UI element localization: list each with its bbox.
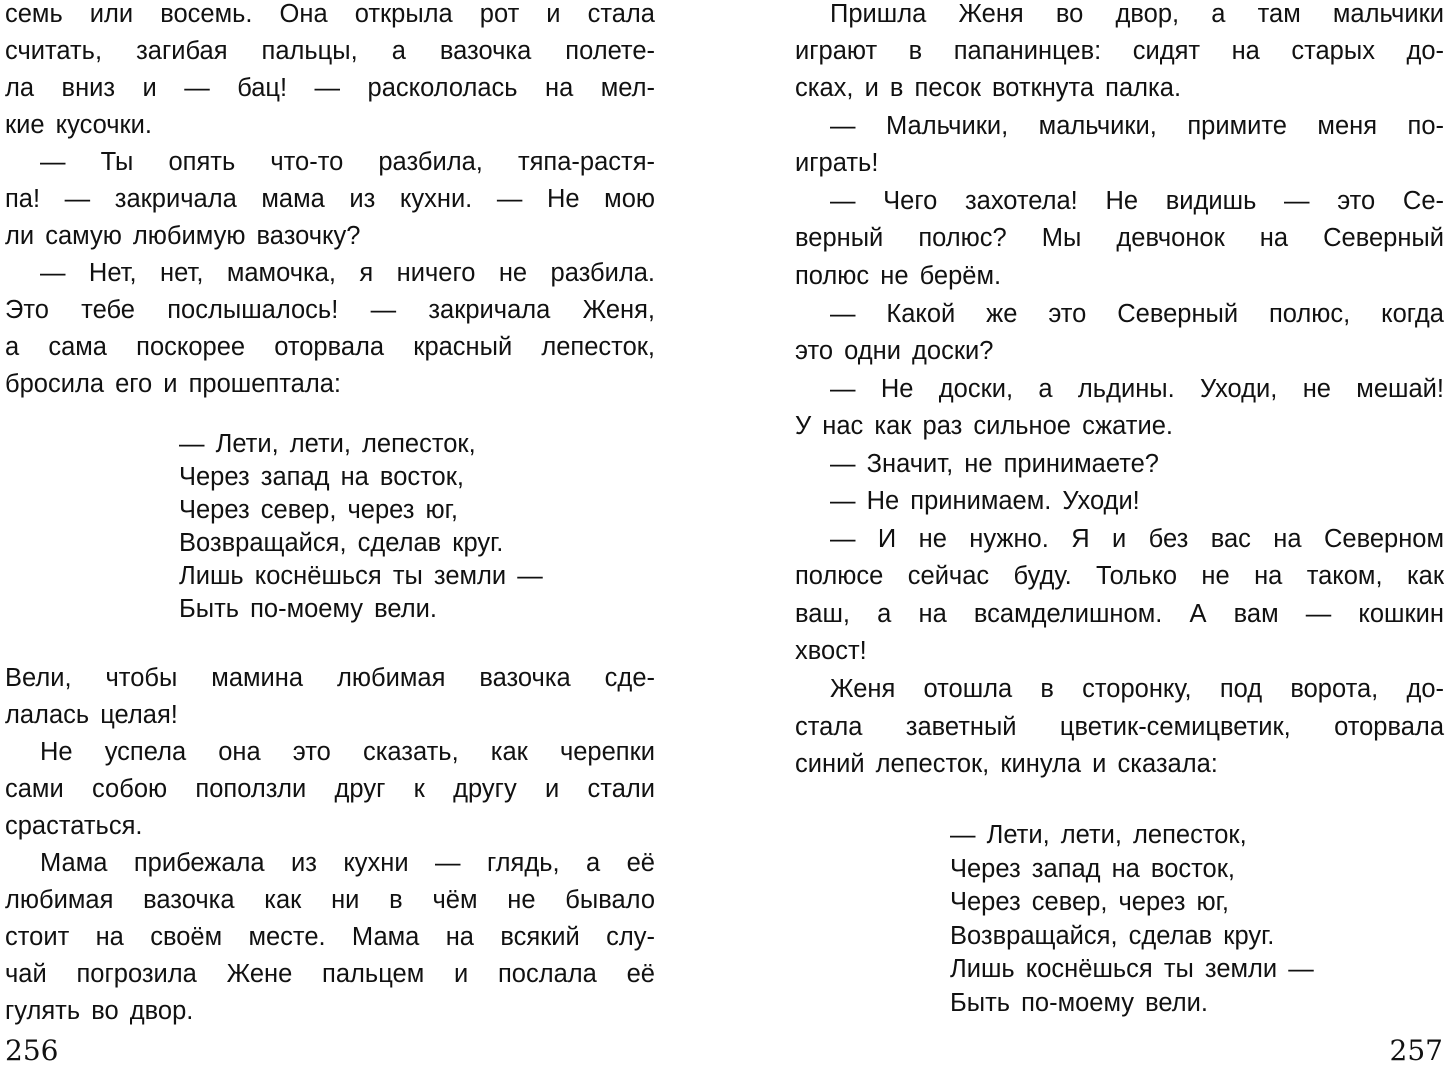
text-line: ла вниз и — бац! — раскололась на мел- bbox=[5, 74, 655, 102]
text-line: срастаться. bbox=[5, 812, 143, 840]
text-line: синий лепесток, кинула и сказала: bbox=[795, 750, 1218, 778]
text-line: играют в папанинцев: сидят на старых до- bbox=[795, 37, 1444, 65]
text-line: — Какой же это Северный полюс, когда bbox=[830, 300, 1444, 328]
verse-line: — Лети, лети, лепесток, bbox=[950, 821, 1247, 849]
text-line: стала заветный цветик-семицветик, оторвала bbox=[795, 713, 1444, 741]
left-page bbox=[5, 0, 655, 1068]
text-line: верный полюс? Мы девчонок на Северный bbox=[795, 224, 1444, 252]
verse-line: Быть по-моему вели. bbox=[179, 595, 437, 623]
text-line: бросила его и прошептала: bbox=[5, 370, 341, 398]
verse-line: Через запад на восток, bbox=[950, 855, 1235, 883]
text-line: — Чего захотела! Не видишь — это Се- bbox=[830, 187, 1444, 215]
text-line: — Нет, нет, мамочка, я ничего не разбила. bbox=[40, 259, 655, 287]
text-line: полюс не берём. bbox=[795, 262, 1002, 290]
text-line: играть! bbox=[795, 149, 879, 177]
text-line: Женя отошла в сторонку, под ворота, до- bbox=[830, 675, 1444, 703]
verse-line: Через запад на восток, bbox=[179, 463, 464, 491]
verse-line: Лишь коснёшься ты земли — bbox=[179, 562, 543, 590]
text-line: — Мальчики, мальчики, примите меня по- bbox=[830, 112, 1444, 140]
text-line: любимая вазочка как ни в чём не бывало bbox=[5, 886, 655, 914]
text-line: — И не нужно. Я и без вас на Северном bbox=[830, 525, 1444, 553]
page-number-left: 256 bbox=[5, 1034, 59, 1067]
text-line: — Значит, не принимаете? bbox=[830, 450, 1159, 478]
verse-line: Через север, через юг, bbox=[950, 888, 1229, 916]
text-line: ли самую любимую вазочку? bbox=[5, 222, 361, 250]
verse-line: — Лети, лети, лепесток, bbox=[179, 430, 476, 458]
text-line: считать, загибая пальцы, а вазочка полете- bbox=[5, 37, 655, 65]
verse-line: Лишь коснёшься ты земли — bbox=[950, 955, 1314, 983]
text-line: па! — закричала мама из кухни. — Не мою bbox=[5, 185, 655, 213]
verse-line: Быть по-моему вели. bbox=[950, 989, 1208, 1017]
text-line: гулять во двор. bbox=[5, 997, 194, 1025]
verse-line: Через север, через юг, bbox=[179, 496, 458, 524]
text-line: это одни доски? bbox=[795, 337, 994, 365]
text-line: лалась целая! bbox=[5, 701, 178, 729]
page-number-right: 257 bbox=[1389, 1034, 1443, 1067]
text-line: Мама прибежала из кухни — глядь, а её bbox=[40, 849, 655, 877]
text-line: Вели, чтобы мамина любимая вазочка сде- bbox=[5, 664, 655, 692]
text-line: Не успела она это сказать, как черепки bbox=[40, 738, 655, 766]
right-page bbox=[795, 0, 1444, 1068]
text-line: — Не доски, а льдины. Уходи, не мешай! bbox=[830, 375, 1444, 403]
text-line: Это тебе послышалось! — закричала Женя, bbox=[5, 296, 655, 324]
text-line: полюсе сейчас буду. Только не на таком, как bbox=[795, 562, 1444, 590]
text-line: кие кусочки. bbox=[5, 111, 153, 139]
text-line: сами собою поползли друг к другу и стали bbox=[5, 775, 655, 803]
text-line: У нас как раз сильное сжатие. bbox=[795, 412, 1173, 440]
text-line: хвост! bbox=[795, 637, 867, 665]
verse-line: Возвращайся, сделав круг. bbox=[950, 922, 1275, 950]
text-line: сках, и в песок воткнута палка. bbox=[795, 74, 1182, 102]
text-line: ваш, а на всамделишном. А вам — кошкин bbox=[795, 600, 1444, 628]
text-line: Пришла Женя во двор, а там мальчики bbox=[830, 0, 1444, 28]
text-line: стоит на своём месте. Мама на всякий слу- bbox=[5, 923, 655, 951]
verse-line: Возвращайся, сделав круг. bbox=[179, 529, 504, 557]
text-line: семь или восемь. Она открыла рот и стала bbox=[5, 0, 655, 28]
text-line: — Не принимаем. Уходи! bbox=[830, 487, 1140, 515]
text-line: — Ты опять что-то разбила, тяпа-растя- bbox=[40, 148, 655, 176]
text-line: чай погрозила Жене пальцем и послала её bbox=[5, 960, 655, 988]
text-line: а сама поскорее оторвала красный лепесток, bbox=[5, 333, 655, 361]
